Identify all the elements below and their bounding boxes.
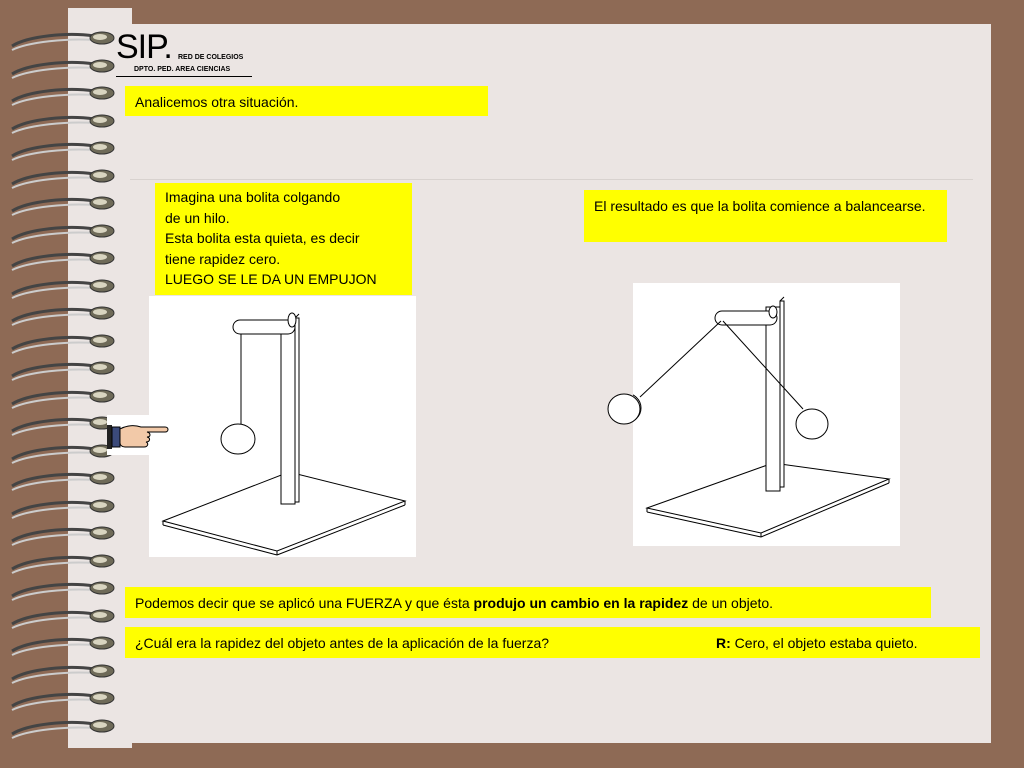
spiral-binding-ring-icon xyxy=(8,191,120,221)
imagina-line: tiene rapidez cero. xyxy=(165,250,281,267)
spiral-binding-ring-icon xyxy=(8,659,120,689)
pointing-hand-drawing xyxy=(107,415,173,455)
spiral-binding-ring-icon xyxy=(8,714,120,744)
question-text: ¿Cuál era la rapidez del objeto antes de la aplicación de la fuerza? xyxy=(135,635,550,651)
logo-main-text: SIP. xyxy=(116,28,172,66)
spiral-binding-ring-icon xyxy=(8,164,120,194)
imagina-line: Esta bolita esta quieta, es decir xyxy=(165,230,360,246)
spiral-binding-ring-icon xyxy=(8,219,120,249)
spiral-binding-ring-icon xyxy=(8,301,120,331)
imagina-line: Imagina una bolita colgando xyxy=(165,189,341,205)
pendulum-string-left xyxy=(640,321,721,397)
pendulum-swinging-drawing xyxy=(633,283,900,546)
pendulum-string-right xyxy=(723,321,803,409)
pendulum-ball xyxy=(221,424,255,454)
spiral-binding-ring-icon xyxy=(8,384,120,414)
pendulum-at-rest-figure xyxy=(149,296,416,557)
pendulum-at-rest-drawing xyxy=(149,296,416,557)
conclusion-bold: produjo un cambio en la rapidez xyxy=(473,595,689,611)
spiral-binding-ring-icon xyxy=(8,549,120,579)
spiral-binding-ring-icon xyxy=(8,631,120,661)
spiral-binding-ring-icon xyxy=(8,136,120,166)
spiral-binding-ring-icon xyxy=(8,329,120,359)
pendulum-swinging-figure xyxy=(633,283,900,546)
question-box xyxy=(125,627,980,658)
logo-red-text: RED DE COLEGIOS xyxy=(178,54,244,61)
spiral-binding-ring-icon xyxy=(8,604,120,634)
logo-underline xyxy=(116,76,252,77)
spiral-binding-ring-icon xyxy=(8,521,120,551)
conclusion-text xyxy=(125,587,931,618)
spiral-binding-ring-icon xyxy=(8,494,120,524)
spiral-binding-ring-icon xyxy=(8,81,120,111)
answer-label: R: xyxy=(716,635,731,651)
result-text: El resultado es que la bolita comience a balancearse. xyxy=(584,190,947,242)
imagina-line: LUEGO SE LE DA UN EMPUJON xyxy=(165,271,377,287)
conclusion-post: de un objeto. xyxy=(688,595,774,611)
answer-text: Cero, el objeto estaba quieto. xyxy=(730,635,918,651)
spiral-binding-ring-icon xyxy=(8,274,120,304)
spiral-binding-ring-icon xyxy=(8,26,120,56)
pendulum-ball-right xyxy=(796,409,828,439)
pendulum-ball-left-outer xyxy=(607,393,643,427)
pendulum-post xyxy=(766,307,780,491)
spiral-binding-ring-icon xyxy=(8,466,120,496)
spiral-binding-ring-icon xyxy=(8,411,120,441)
divider-line xyxy=(130,179,973,180)
pendulum-crossbar xyxy=(233,320,295,334)
conclusion-pre: Podemos decir que se aplicó una FUERZA y que ésta xyxy=(135,595,474,611)
spiral-binding-ring-icon xyxy=(8,686,120,716)
spiral-binding-ring-icon xyxy=(8,109,120,139)
spiral-binding-ring-icon xyxy=(8,356,120,386)
pendulum-post xyxy=(281,324,295,504)
spiral-binding-ring-icon xyxy=(8,246,120,276)
spiral-binding-ring-icon xyxy=(8,576,120,606)
spiral-binding-ring-icon xyxy=(8,54,120,84)
pointing-hand-icon xyxy=(107,415,173,455)
imagina-line: de un hilo. xyxy=(165,209,230,226)
spiral-binding-ring-icon xyxy=(8,439,120,469)
answer xyxy=(716,633,918,653)
intro-text: Analicemos otra situación. xyxy=(125,86,488,116)
imagina-text-box xyxy=(155,183,412,295)
sip-logo xyxy=(116,30,256,78)
logo-dpto-text: DPTO. PED. AREA CIENCIAS xyxy=(134,66,231,73)
